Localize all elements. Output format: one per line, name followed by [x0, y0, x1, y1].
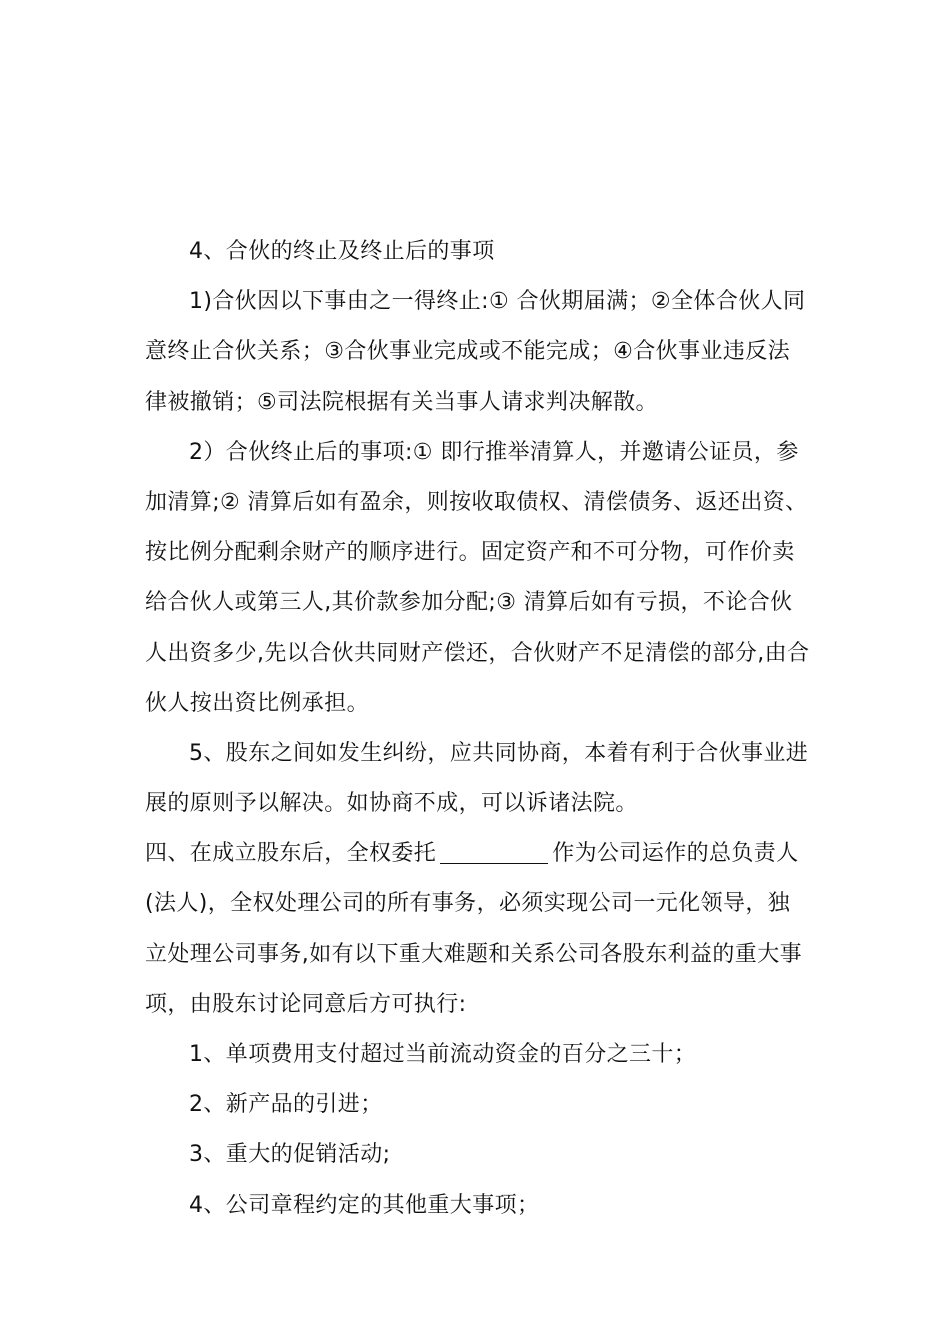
paragraph-line: 意终止合伙关系；③合伙事业完成或不能完成；④合伙事业违反法: [145, 339, 791, 365]
paragraph-line: 律被撤销；⑤司法院根据有关当事人请求判决解散。: [145, 389, 658, 415]
paragraph-line: 2）合伙终止后的事项:① 即行推举清算人，并邀请公证员，参: [189, 439, 799, 465]
paragraph-line: 伙人按出资比例承担。: [145, 690, 370, 716]
list-item: 4、公司章程约定的其他重大事项；: [189, 1192, 540, 1218]
section-four-after-blank: 作为公司运作的总负责人: [552, 841, 799, 867]
list-item: 1、单项费用支付超过当前流动资金的百分之三十；: [189, 1042, 697, 1067]
paragraph-line: 1)合伙因以下事由之一得终止:① 合伙期届满；②全体合伙人同: [189, 289, 806, 315]
paragraph-line: 项，由股东讨论同意后方可执行:: [145, 991, 467, 1017]
paragraph-line: 给合伙人或第三人,其价款参加分配;③ 清算后如有亏损，不论合伙: [145, 590, 793, 616]
fill-in-blank: [440, 841, 548, 864]
list-item: 3、重大的促销活动;: [189, 1142, 391, 1168]
paragraph-line: 展的原则予以解决。如协商不成，可以诉诸法院。: [145, 791, 638, 817]
paragraph-line: 立处理公司事务,如有以下重大难题和关系公司各股东利益的重大事: [145, 941, 802, 967]
paragraph-line: (法人)，全权处理公司的所有事务，必须实现公司一元化领导，独: [145, 891, 791, 917]
section-four-line: [145, 829, 810, 879]
heading-termination: 4、合伙的终止及终止后的事项: [189, 239, 495, 264]
paragraph-line: 5、股东之间如发生纠纷，应共同协商，本着有利于合伙事业进: [189, 740, 809, 766]
list-item: 2、新产品的引进；: [189, 1092, 383, 1118]
document-body: [145, 227, 810, 1231]
paragraph-line: 人出资多少,先以合伙共同财产偿还，合伙财产不足清偿的部分,由合: [145, 640, 810, 666]
paragraph-line: 按比例分配剩余财产的顺序进行。固定资产和不可分物，可作价卖: [145, 540, 795, 566]
section-four-before-blank: 四、在成立股东后，全权委托: [145, 841, 437, 867]
paragraph-line: 加清算;② 清算后如有盈余，则按收取债权、清偿债务、返还出资、: [145, 489, 808, 515]
